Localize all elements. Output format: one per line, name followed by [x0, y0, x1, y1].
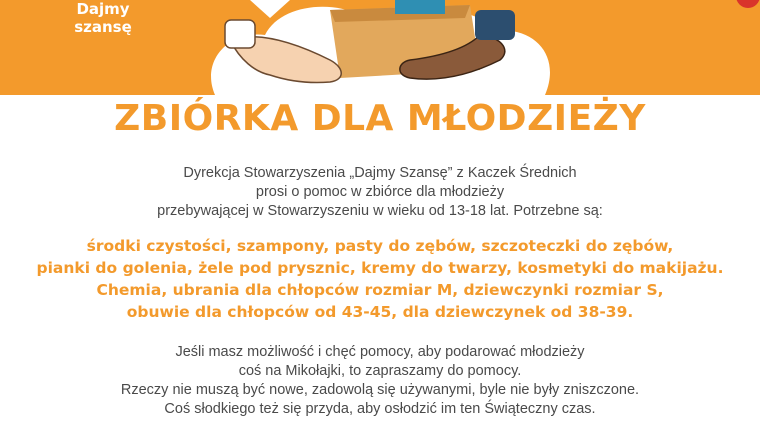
needed-items-line: pianki do golenia, żele pod prysznic, kremy do twarzy, kosmetyki do makijażu. [36, 259, 724, 277]
intro-line: przebywającej w Stowarzyszeniu w wieku od 13-18 lat. Potrzebne są: [157, 203, 603, 219]
needed-items-line: środki czystości, szampony, pasty do zębów, szczoteczki do zębów, [86, 237, 674, 255]
intro-line: Dyrekcja Stowarzyszenia „Dajmy Szansę” z Kaczek Średnich [183, 165, 577, 181]
closing-paragraph [0, 343, 760, 419]
right-sleeve-shape [475, 10, 515, 40]
page-title: ZBIÓRKA DLA MŁODZIEŻY [114, 98, 646, 139]
closing-line: coś na Mikołajki, to zapraszamy do pomocy. [238, 363, 522, 379]
box-item-shape [395, 0, 445, 14]
paper-note-shape [250, 0, 290, 18]
closing-line: Coś słodkiego też się przyda, aby osłodzić im ten Świąteczny czas. [164, 401, 596, 417]
corner-badge-shape [736, 0, 760, 8]
left-sleeve-shape [225, 20, 255, 48]
closing-line: Rzeczy nie muszą być nowe, zadowolą się używanymi, byle nie były zniszczone. [120, 382, 640, 398]
logo-line-1: Dajmy [76, 0, 130, 18]
intro-paragraph [0, 164, 760, 221]
needed-items-list [0, 235, 760, 323]
needed-items-line: obuwie dla chłopców od 43-45, dla dziewczynek od 38-39. [126, 303, 634, 321]
intro-line: prosi o pomoc w zbiórce dla młodzieży [255, 184, 505, 200]
needed-items-line: Chemia, ubrania dla chłopców rozmiar M, dziewczynki rozmiar S, [96, 281, 664, 299]
organization-logo [58, 0, 148, 36]
logo-line-2: szansę [74, 18, 132, 36]
closing-line: Jeśli masz możliwość i chęć pomocy, aby podarować młodzieży [175, 344, 585, 360]
header-banner [0, 0, 760, 95]
